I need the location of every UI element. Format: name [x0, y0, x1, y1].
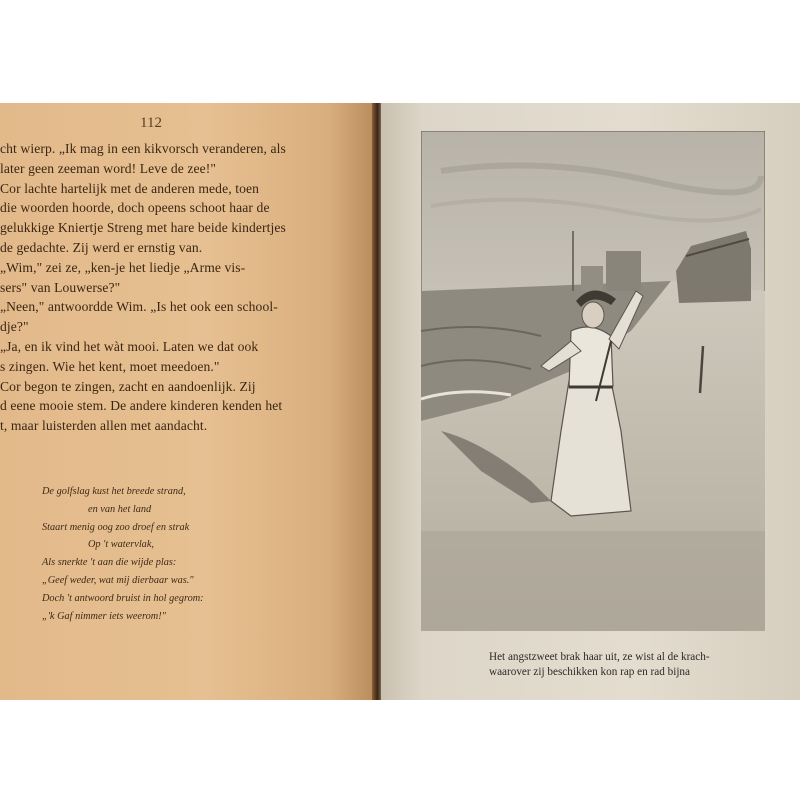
beach-illustration — [421, 131, 765, 631]
distant-house — [606, 251, 641, 291]
prose-line: die woorden hoorde, doch opeens schoot haar de — [0, 200, 270, 216]
open-book — [0, 103, 800, 700]
caption-line: waarover zij beschikken kon rap en rad bijna — [489, 665, 690, 678]
page-number: 112 — [140, 115, 162, 131]
prose-line: d eene mooie stem. De andere kinderen kenden het — [0, 398, 283, 414]
poem-line: en van het land — [88, 503, 152, 515]
left-page — [0, 103, 374, 700]
poem-line: Doch 't antwoord bruist in hol gegrom: — [42, 592, 204, 604]
prose-line: „Wim," zei ze, „ken-je het liedje „Arme vis- — [0, 259, 246, 275]
prose-line: cht wierp. „Ik mag in een kikvorsch veranderen, als — [0, 141, 286, 156]
prose-line: later geen zeeman word! Leve de zee!" — [0, 160, 217, 176]
poem-line: „Geef weder, wat mij dierbaar was." — [42, 574, 194, 586]
prose-line: „Ja, en ik vind het wàt mooi. Laten we dat ook — [0, 338, 259, 354]
right-page — [381, 103, 800, 700]
poem-line: De golfslag kust het breede strand, — [42, 486, 186, 497]
prose-line: Cor begon te zingen, zacht en aandoenlijk. Zij — [0, 378, 256, 394]
poem — [14, 483, 314, 625]
prose-line: Cor lachte hartelijk met de anderen mede, toen — [0, 180, 259, 196]
prose-line: „Neen," antwoordde Wim. „Is het ook een school- — [0, 299, 278, 315]
illustration-caption — [489, 650, 789, 679]
prose-line: dje?" — [0, 319, 29, 335]
prose-line: s zingen. Wie het kent, moet meedoen." — [0, 358, 220, 374]
poem-line: Als snerkte 't aan die wijde plas: — [42, 557, 177, 569]
caption-line: Het angstzweet brak haar uit, ze wist al de krach- — [489, 651, 710, 663]
poem-line: Op 't watervlak, — [88, 539, 154, 551]
prose-text — [0, 139, 360, 436]
poem-line: Staart menig oog zoo droef en strak — [42, 521, 190, 533]
distant-house — [581, 266, 603, 291]
prose-line: gelukkige Kniertje Streng met hare beide kindertjes — [0, 220, 286, 236]
prose-line: sers" van Louwerse?" — [0, 279, 121, 295]
prose-line: de gedachte. Zij werd er ernstig van. — [0, 239, 203, 255]
wet-sand — [421, 531, 765, 631]
prose-line: t, maar luisterden allen met aandacht. — [0, 418, 208, 434]
poem-line: „'k Gaf nimmer iets weerom!" — [42, 610, 166, 622]
